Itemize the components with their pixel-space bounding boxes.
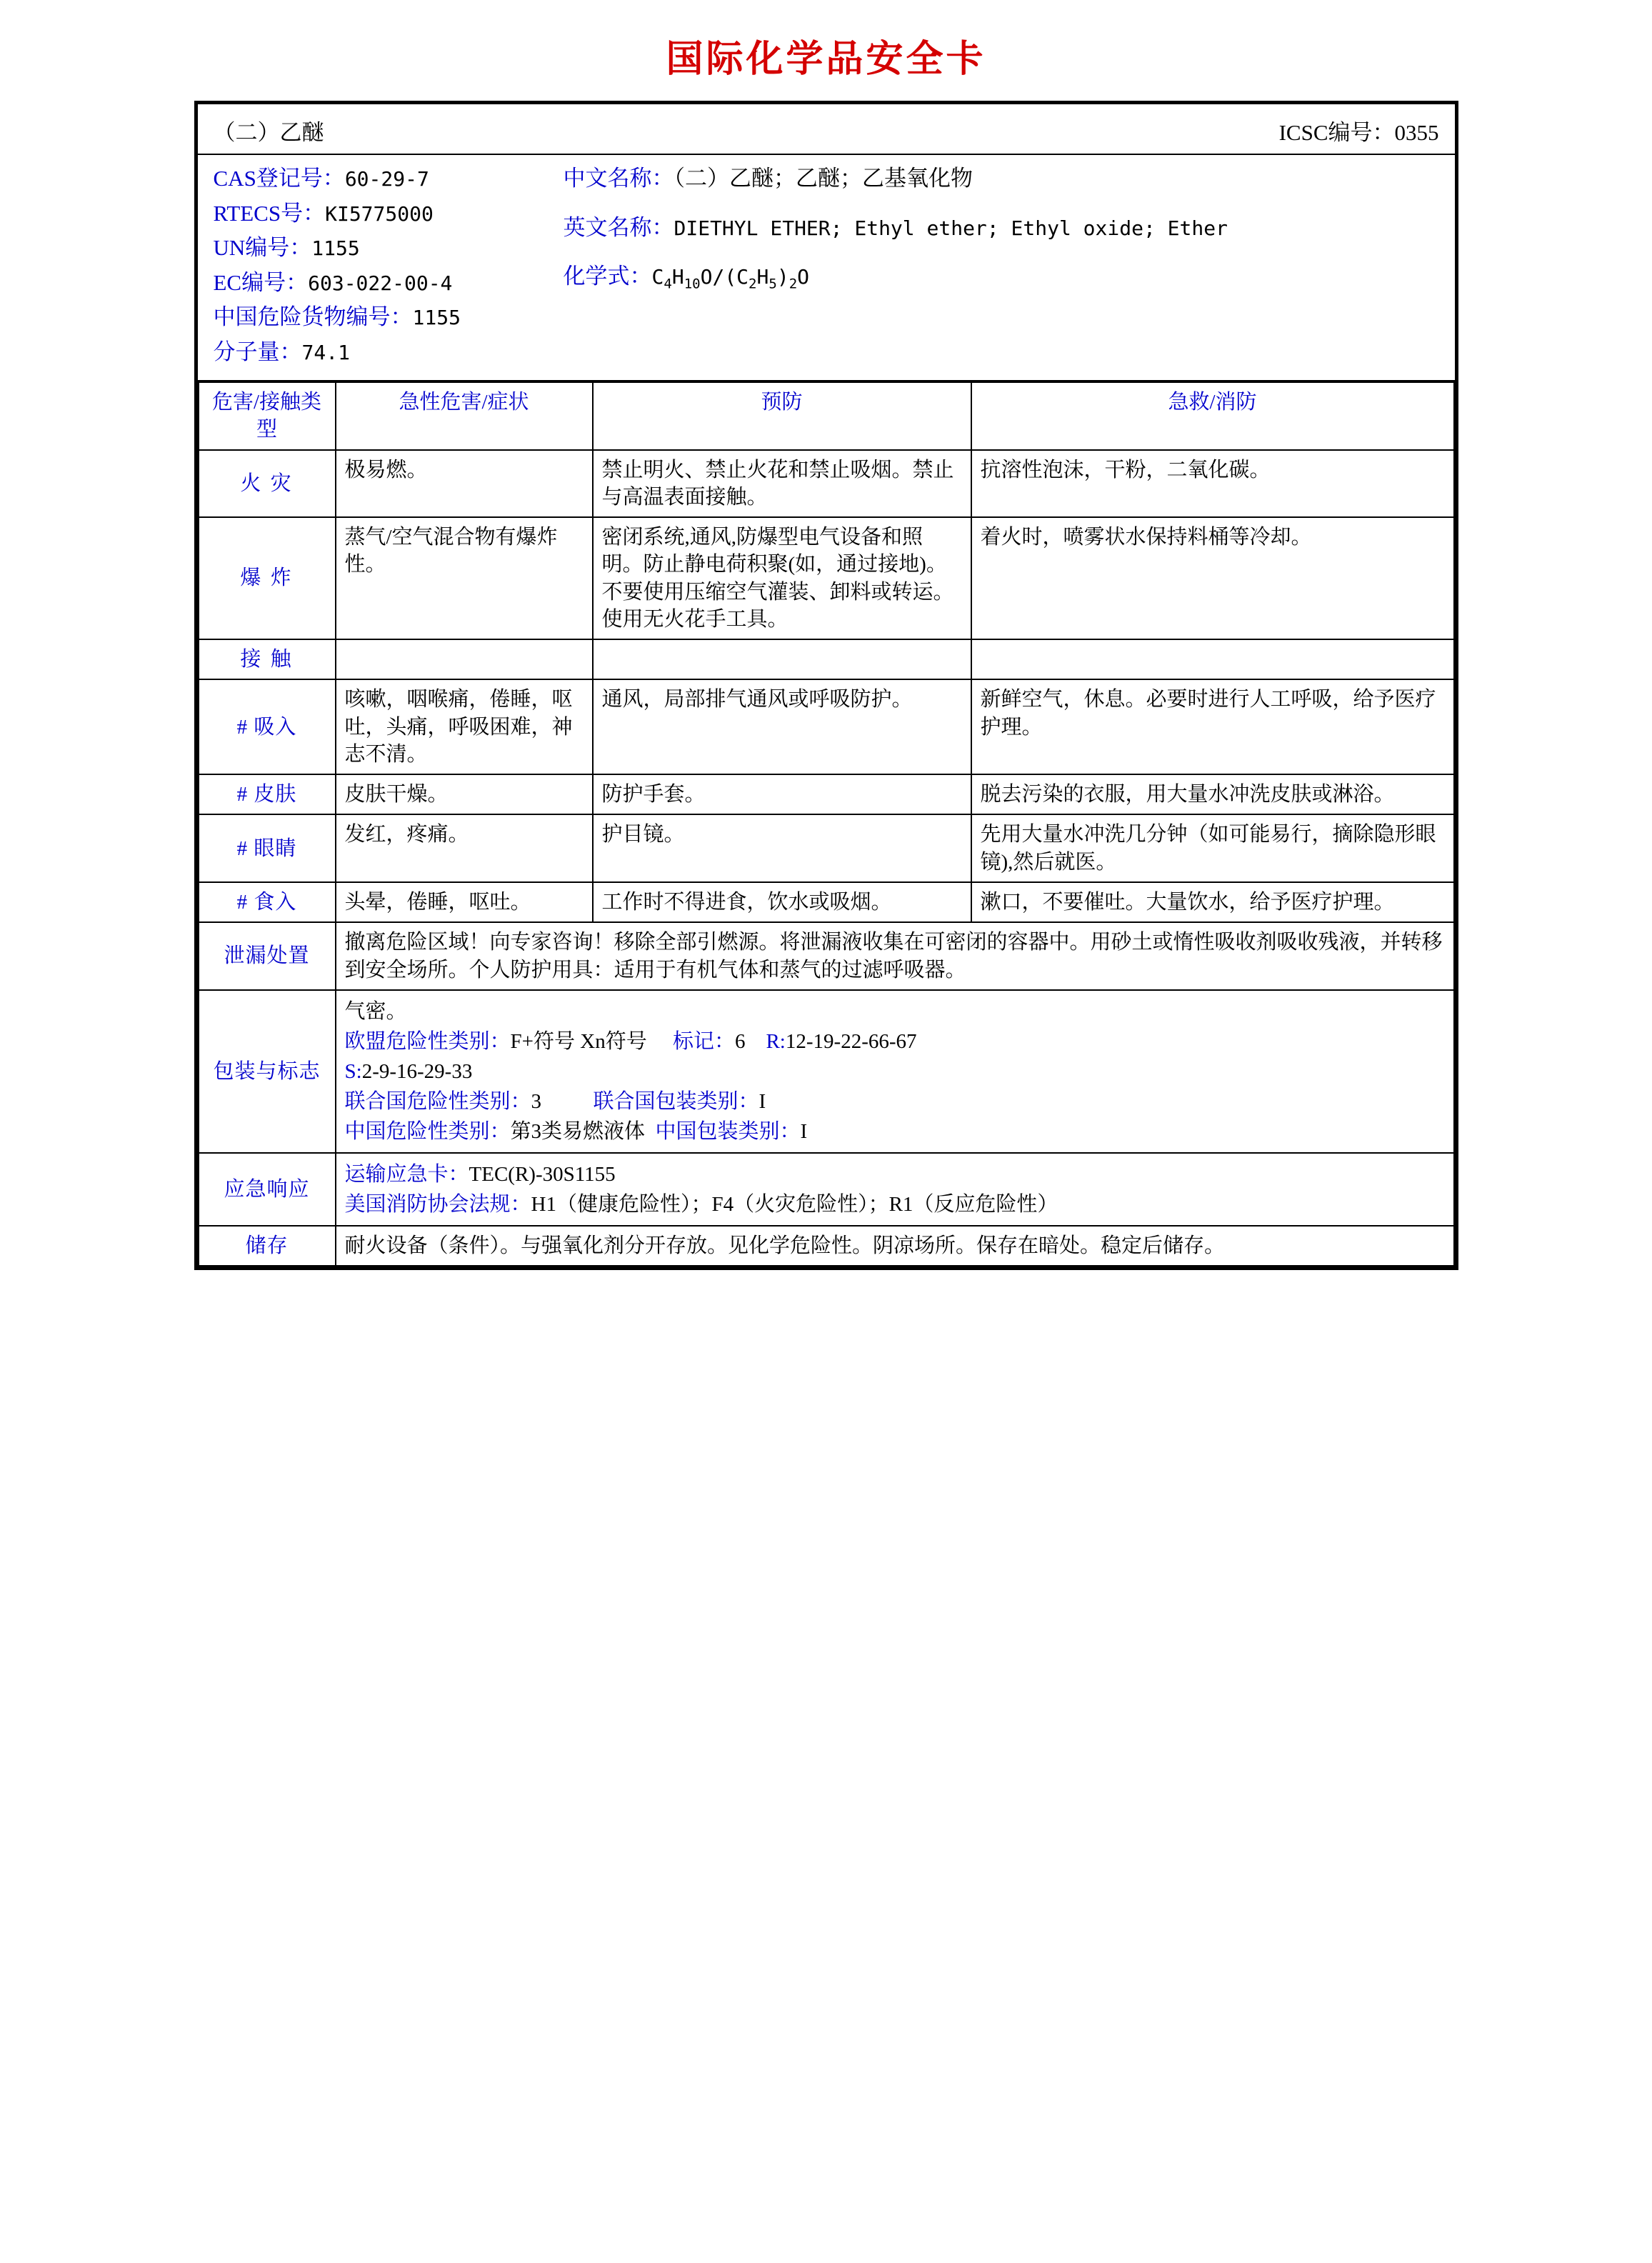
row-category-explosion: 爆 炸 [199, 517, 336, 639]
mark-value: 6 [734, 1029, 746, 1053]
cell-firstaid-explosion: 着火时，喷雾状水保持料桶等冷却。 [971, 517, 1454, 639]
column-header-firstaid: 急救/消防 [971, 382, 1454, 450]
cell-prevention-inhalation: 通风，局部排气通风或呼吸防护。 [593, 679, 971, 774]
un-packaging-label: 联合国包装类别： [593, 1089, 759, 1113]
cell-prevention-explosion: 密闭系统,通风,防爆型电气设备和照明。防止静电荷积聚(如，通过接地)。不要使用压缩空气灌装、卸料或转运。使用无火花手工具。 [593, 517, 971, 639]
row-category-exposure: 接 触 [199, 639, 336, 679]
cas-value: 60-29-7 [344, 167, 429, 191]
row-category-inhalation: # 吸入 [199, 679, 336, 774]
cas-label: CAS登记号： [213, 166, 345, 191]
table-row-emergency [199, 1153, 1454, 1226]
emergency-transport-line [345, 1159, 1445, 1189]
emergency-nfpa-line [345, 1189, 1445, 1219]
cell-symptoms-fire: 极易燃。 [336, 450, 593, 518]
table-row [199, 679, 1454, 774]
packaging-line-un [345, 1086, 1445, 1116]
hazards-table [198, 381, 1455, 1267]
cell-prevention-fire: 禁止明火、禁止火花和禁止吸烟。禁止与高温表面接触。 [593, 450, 971, 518]
row-category-skin: # 皮肤 [199, 774, 336, 814]
cell-symptoms-explosion: 蒸气/空气混合物有爆炸性。 [336, 517, 593, 639]
r-phrases-label: R: [766, 1029, 786, 1053]
table-row-packaging [199, 990, 1454, 1153]
cn-dangerous-goods-value: 1155 [412, 306, 461, 329]
s-phrases-label: S: [344, 1059, 362, 1083]
row-category-spill: 泄漏处置 [199, 922, 336, 990]
molecular-weight-value: 74.1 [301, 340, 350, 364]
icsc-number: 0355 [1394, 120, 1439, 145]
transport-card-label: 运输应急卡： [344, 1163, 469, 1187]
cas-row [214, 162, 555, 196]
packaging-line-cn [345, 1116, 1445, 1147]
cell-firstaid-ingestion: 漱口，不要催吐。大量饮水，给予医疗护理。 [971, 882, 1454, 922]
column-header-prevention: 预防 [593, 382, 971, 450]
nfpa-value: H1（健康危险性）；F4（火灾危险性）；R1（反应危险性） [531, 1193, 1058, 1217]
cell-prevention-ingestion: 工作时不得进食，饮水或吸烟。 [593, 882, 971, 922]
cell-firstaid-eyes: 先用大量水冲洗几分钟（如可能易行，摘除隐形眼镜),然后就医。 [971, 814, 1454, 882]
cell-emergency [336, 1153, 1454, 1226]
molecular-weight-label: 分子量： [213, 339, 302, 364]
table-header-row [199, 382, 1454, 450]
s-phrases-value: 2-9-16-29-33 [361, 1059, 473, 1083]
cell-storage-text: 耐火设备（条件）。与强氧化剂分开存放。见化学危险性。阴凉场所。保存在暗处。稳定后储存。 [336, 1226, 1454, 1266]
row-category-fire: 火 灾 [199, 450, 336, 518]
identity-right [555, 155, 1455, 380]
cell-prevention-eyes: 护目镜。 [593, 814, 971, 882]
packaging-line-eu [345, 1026, 1445, 1056]
formula-label: 化学式： [563, 264, 652, 289]
row-category-packaging: 包装与标志 [199, 990, 336, 1153]
card-header [198, 104, 1455, 155]
table-row-storage [199, 1226, 1454, 1266]
cell-symptoms-ingestion: 头晕，倦睡，呕吐。 [336, 882, 593, 922]
cn-dangerous-goods-row [214, 301, 555, 334]
un-class-value: 3 [531, 1089, 542, 1113]
row-category-eyes: # 眼睛 [199, 814, 336, 882]
english-name-row [564, 211, 1442, 245]
cell-prevention-skin: 防护手套。 [593, 774, 971, 814]
packaging-line-airtight: 气密。 [344, 999, 407, 1023]
packaging-line-s [345, 1056, 1445, 1086]
english-name-value: DIETHYL ETHER; Ethyl ether; Ethyl oxide; Ether [674, 216, 1228, 240]
mark-label: 标记： [672, 1029, 735, 1053]
table-row [199, 882, 1454, 922]
cell-firstaid-fire: 抗溶性泡沫，干粉，二氧化碳。 [971, 450, 1454, 518]
un-packaging-value: I [759, 1089, 766, 1113]
molecular-weight-row [214, 336, 555, 369]
cell-symptoms-eyes: 发红，疼痛。 [336, 814, 593, 882]
icsc-label: ICSC编号： [1278, 120, 1395, 145]
chinese-name-value: （二）乙醚；乙醚；乙基氧化物 [674, 166, 973, 191]
transport-card-value: TEC(R)-30S1155 [469, 1163, 616, 1187]
identity-left [198, 155, 555, 380]
page-title: 国际化学品安全卡 [666, 38, 986, 81]
chinese-name-label: 中文名称： [563, 166, 674, 191]
table-row [199, 517, 1454, 639]
row-category-ingestion: # 食入 [199, 882, 336, 922]
substance-name: （二）乙醚 [213, 120, 324, 145]
eu-class-value: F+符号 Xn符号 [510, 1029, 647, 1053]
cell-symptoms-exposure [336, 639, 593, 679]
row-category-emergency: 应急响应 [199, 1153, 336, 1226]
table-row [199, 814, 1454, 882]
rtecs-row [214, 197, 555, 231]
column-header-hazard-type: 危害/接触类型 [199, 382, 336, 450]
rtecs-label: RTECS号： [213, 200, 326, 226]
nfpa-label: 美国消防协会法规： [344, 1193, 531, 1217]
cell-firstaid-inhalation: 新鲜空气，休息。必要时进行人工呼吸，给予医疗护理。 [971, 679, 1454, 774]
identity-section [198, 155, 1455, 381]
row-category-storage: 储存 [199, 1226, 336, 1266]
un-row [214, 231, 555, 265]
icsc-number-block [1279, 114, 1439, 146]
un-value: 1155 [311, 236, 360, 260]
table-row [199, 450, 1454, 518]
cell-spill-text: 撤离危险区域！向专家咨询！移除全部引燃源。将泄漏液收集在可密闭的容器中。用砂土或惰性吸收剂吸收残液，并转移到安全场所。个人防护用具：适用于有机气体和蒸气的过滤呼吸器。 [336, 922, 1454, 990]
cell-symptoms-inhalation: 咳嗽，咽喉痛，倦睡，呕吐，头痛，呼吸困难，神志不清。 [336, 679, 593, 774]
english-name-label: 英文名称： [563, 214, 674, 240]
un-class-label: 联合国危险性类别： [344, 1089, 531, 1113]
un-label: UN编号： [213, 235, 312, 260]
cn-class-label: 中国危险性类别： [344, 1119, 511, 1143]
formula-row [564, 260, 1442, 294]
cn-packaging-label: 中国包装类别： [655, 1119, 801, 1143]
ec-value: 603-022-00-4 [308, 271, 453, 295]
ec-row [214, 266, 555, 300]
cell-firstaid-skin: 脱去污染的衣服，用大量水冲洗皮肤或淋浴。 [971, 774, 1454, 814]
cn-packaging-value: I [800, 1119, 808, 1143]
formula-value: $C_4H_{10}O/(C_2H_5)_2O$ [651, 265, 810, 292]
rtecs-value: KI5775000 [325, 201, 434, 226]
cell-prevention-exposure [593, 639, 971, 679]
column-header-symptoms: 急性危害/症状 [336, 382, 593, 450]
r-phrases-value: 12-19-22-66-67 [785, 1029, 917, 1053]
ec-label: EC编号： [213, 269, 309, 295]
cell-packaging [336, 990, 1454, 1153]
cell-firstaid-exposure [971, 639, 1454, 679]
cell-symptoms-skin: 皮肤干燥。 [336, 774, 593, 814]
cn-dangerous-goods-label: 中国危险货物编号： [213, 304, 413, 329]
table-row [199, 774, 1454, 814]
eu-class-label: 欧盟危险性类别： [344, 1029, 511, 1053]
cn-class-value: 第3类易燃液体 [510, 1119, 646, 1143]
icsc-card [194, 101, 1458, 1270]
chinese-name-row [564, 162, 1442, 196]
table-row [199, 639, 1454, 679]
table-row-spill [199, 922, 1454, 990]
